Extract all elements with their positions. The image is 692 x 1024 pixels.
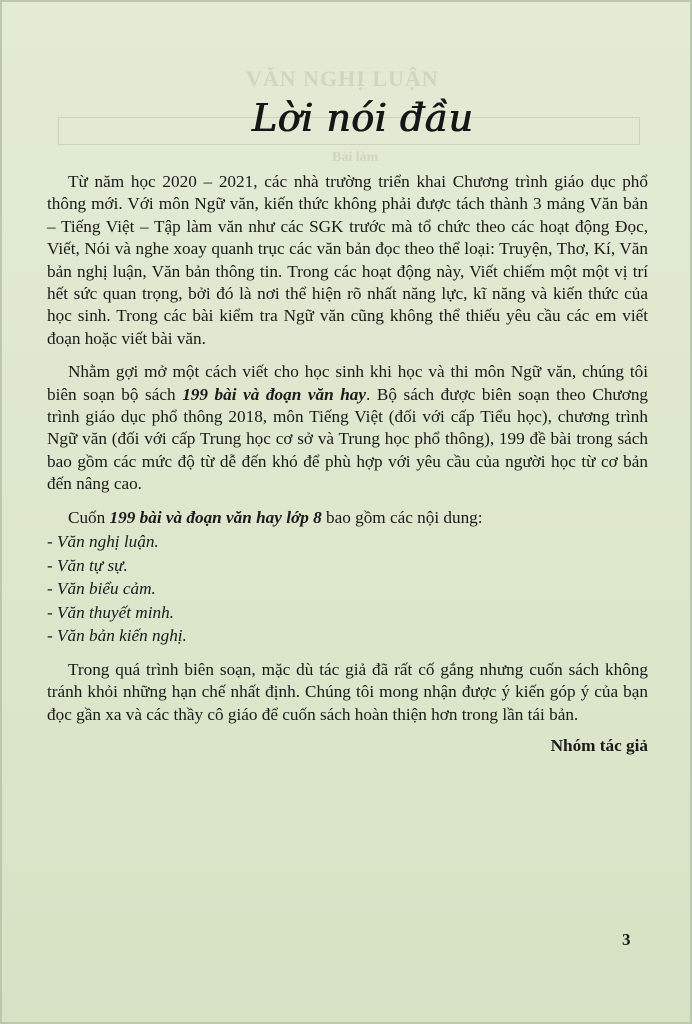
book-title-grade-8: 199 bài và đoạn văn hay lớp 8: [109, 507, 322, 527]
book-title: 199 bài và đoạn văn hay: [182, 384, 367, 404]
contents-list: [47, 530, 648, 648]
document-body: [47, 171, 648, 758]
contents-text-before: Cuốn: [68, 507, 110, 527]
list-item: - Văn bản kiến nghị.: [47, 626, 187, 646]
list-item: - Văn nghị luận.: [47, 532, 159, 552]
bleed-through-subheading: Bài làm: [332, 150, 379, 165]
purpose-text-before: Nhằm gợi mở một cách viết cho học sinh khi học và thi môn Ngữ văn, chúng tôi biên soạn bộ sách: [47, 362, 648, 404]
page-number: 3: [622, 930, 631, 949]
intro-paragraph: Từ năm học 2020 – 2021, các nhà trường triển khai Chương trình giáo dục phổ thông mới. Với môn Ngữ văn, kiến thức không phải được tách thành 3 mảng Văn bản – Tiếng Việt – Tập làm văn như các SGK trước mà tổ chức theo các hoạt động Đọc, Viết, Nói và nghe xoay quanh trục các văn bản đọc theo thể loại: Truyện, Thơ, Kí, Văn bản nghị luận, Văn bản thông tin. Trong các hoạt động này, Viết chiếm một một vị trí hết sức quan trọng, bởi đó là nơi thể hiện rõ nhất năng lực, kĩ năng và kiến thức của học sinh. Trong các bài kiểm tra Ngữ văn cũng không thể thiếu yêu cầu các em viết đoạn hoặc viết bài văn.: [47, 172, 648, 348]
list-item: - Văn tự sự.: [47, 555, 128, 575]
contents-text-after: bao gồm các nội dung:: [321, 507, 483, 527]
list-item: - Văn biểu cảm.: [47, 579, 156, 599]
closing-paragraph: Trong quá trình biên soạn, mặc dù tác giả đã rất cố gắng nhưng cuốn sách không tránh khỏi những hạn chế nhất định. Chúng tôi mong nhận được ý kiến góp ý của bạn đọc gần xa và các thầy cô giáo để cuốn sách hoàn thiện hơn trong lần tái bản.: [47, 660, 648, 724]
purpose-text-after: . Bộ sách được biên soạn theo Chương trình giáo dục phổ thông 2018, môn Tiếng Việt (đối với cấp Tiểu học), chương trình Ngữ văn (đối với cấp Trung học cơ sở và Trung học phổ thông), 199 đề bài trong sách bao gồm các mức độ từ dễ đến khó để phù hợp với yêu cầu của người học từ cơ bản đến nâng cao.: [47, 384, 649, 494]
bleed-through-text: VĂN NGHỊ LUẬN: [246, 66, 439, 91]
purpose-paragraph: [47, 361, 648, 495]
page-title: Lời nói đầu: [252, 96, 474, 140]
contents-intro-paragraph: [47, 507, 648, 529]
list-item: - Văn thuyết minh.: [47, 602, 174, 622]
author-signature: Nhóm tác giả: [550, 736, 648, 756]
